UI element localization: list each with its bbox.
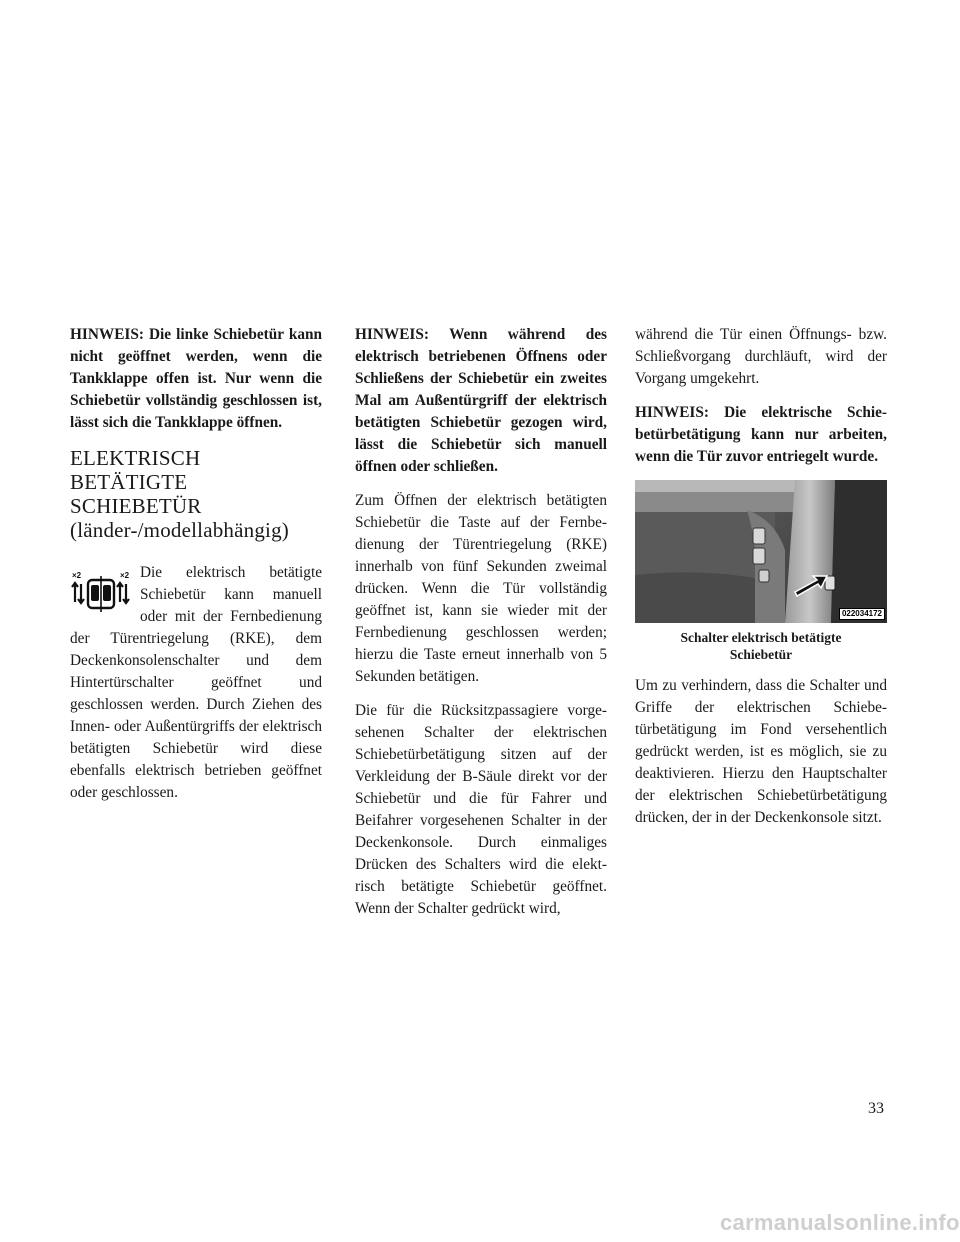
heading-line-2: SCHIEBETÜR <box>70 494 202 518</box>
intro-text: Die elektrisch betätigte Schiebetür kann manuell oder mit der Fernbedienung der Türentriegelung (RKE), dem Deckenkonsolenschalter und dem Hintertürschalter geöffnet und geschlossen werden. Durch Ziehen des Innen- oder Außentürgriffs der elektrisch betätigten Schiebetür wird diese ebenfalls elektrisch betrieben geöffnet oder geschlossen. <box>70 564 322 801</box>
svg-text:×2: ×2 <box>120 571 130 580</box>
column-middle <box>355 324 607 932</box>
switch-photo <box>635 480 887 623</box>
watermark: carmanualsonline.info <box>720 1210 960 1235</box>
column-right <box>635 324 887 841</box>
page-number: 33 <box>868 1100 884 1117</box>
paragraph-continuation: während die Tür einen Öffnungs- bzw. Schließvorgang durchläuft, wird der Vorgang umgekehrt. <box>635 326 887 387</box>
intro-paragraph <box>70 562 322 804</box>
heading-line-3: (länder-/modellabhängig) <box>70 518 289 542</box>
paragraph-remote-operation: Zum Öffnen der elektrisch betätigten Schiebetür die Taste auf der Fernbedienung der Türentriegelung (RKE) innerhalb von fünf Sekunden zweimal drücken. Wenn die Tür vollständig geöffnet ist, kann sie wieder mit der Fernbedienung geschlossen werden; hierzu die Taste erneut innerhalb von 5 Sekunden betätigen. <box>355 492 607 685</box>
caption-line-1: Schalter elektrisch betätigte <box>680 630 842 645</box>
heading-line-1: ELEKTRISCH BETÄTIGTE <box>70 446 201 494</box>
caption-line-2: Schiebetür <box>729 647 793 662</box>
paragraph-deactivate: Um zu verhindern, dass die Schalter und Griffe der elektrischen Schiebetürbetätigung im Fond versehentlich gedrückt werden, ist es möglich, sie zu deaktivieren. Hierzu den Hauptschalter der elektrischen Schiebetürbetätigung drücken, der in der Deckenkonsole sitzt. <box>635 677 887 826</box>
svg-text:×2: ×2 <box>72 571 82 580</box>
note-unlock-required: HINWEIS: Die elektrische Schiebetürbetätigung kann nur arbeiten, wenn die Tür zuvor entriegelt wurde. <box>635 404 887 465</box>
note-manual-operation: HINWEIS: Wenn während des elektrisch betriebenen Öffnens oder Schließens der Schiebetür ein zweites Mal am Außentürgriff der elektrisch betätigten Schiebetür gezogen wird, lässt die Schiebetür sich manuell öffnen oder schließen. <box>355 326 607 475</box>
column-left <box>70 324 322 816</box>
figure-id: 022034172 <box>839 608 885 620</box>
power-sliding-door-icon <box>70 568 132 616</box>
figure-caption <box>635 629 887 663</box>
paragraph-switch-location: Die für die Rücksitzpassagiere vorgesehenen Schalter der elektrischen Schiebetürbetätigung sitzen auf der Verkleidung der B-Säule direkt vor der Schiebetür und die für Fahrer und Beifahrer vorgesehenen Schalter in der Deckenkonsole. Durch einmaliges Drücken des Schalters wird die elektrisch betätigte Schiebetür geöffnet. Wenn der Schalter gedrückt wird, <box>355 702 607 917</box>
section-heading <box>70 446 322 542</box>
note-fuel-door: HINWEIS: Die linke Schiebetür kann nicht geöffnet werden, wenn die Tankklappe offen ist. Nur wenn die Schiebetür vollständig geschlossen ist, lässt sich die Tankklappe öffnen. <box>70 326 322 431</box>
